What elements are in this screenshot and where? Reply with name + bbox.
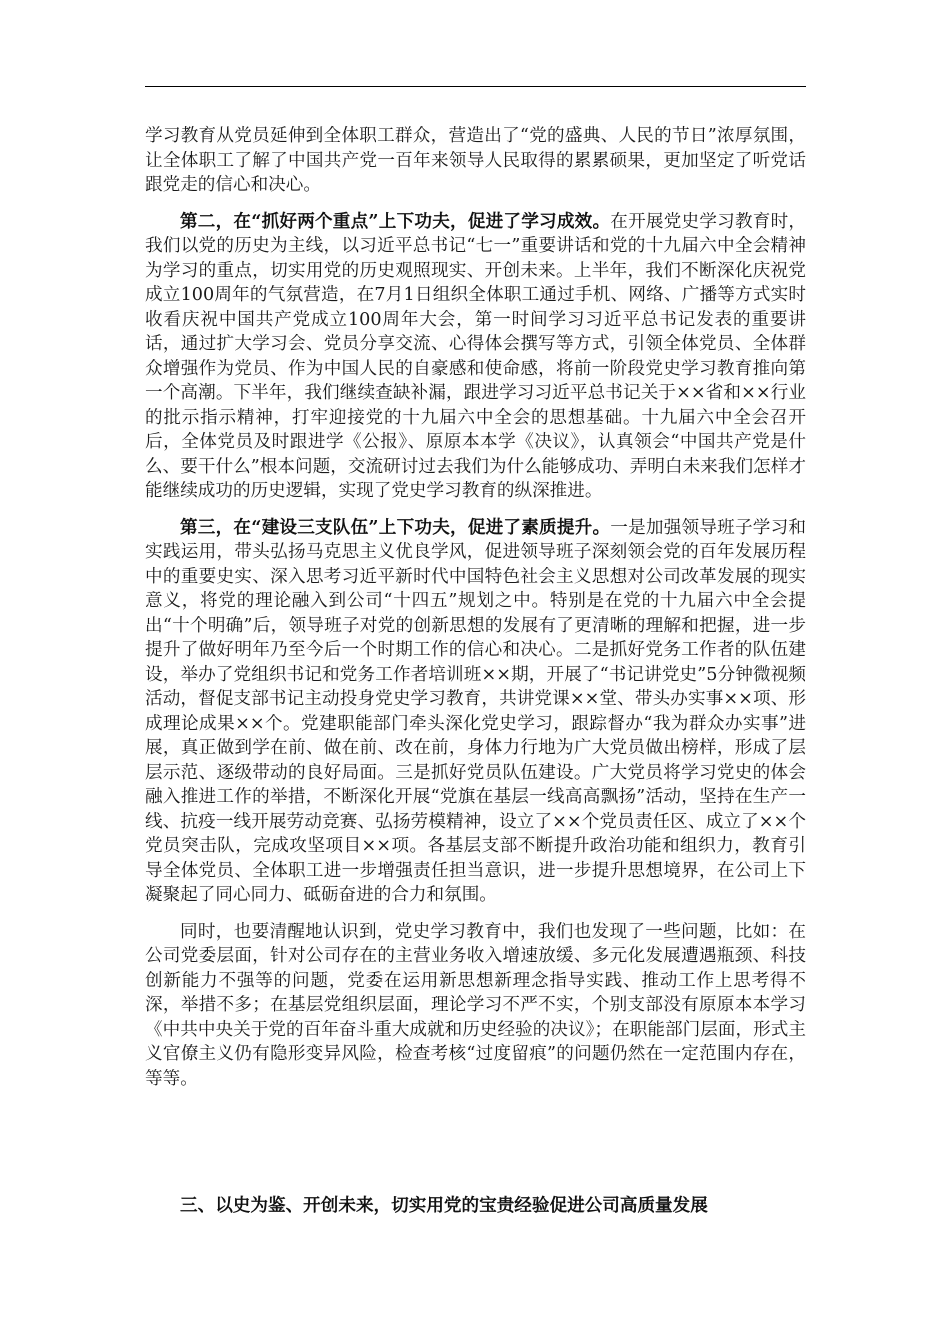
section-heading: 三、以史为鉴、开创未来，切实用党的宝贵经验促进公司高质量发展 bbox=[180, 1196, 708, 1216]
paragraph-third-body: 一是加强领导班子学习和实践运用，带头弘扬马克思主义优良学风，促进领导班子深刻领会党的百年发展历程中的重要史实、深入思考习近平新时代中国特色社会主义思想对公司改革发展的现实意义，将党的理论融入到公司“十四五”规划之中。特别是在党的十九届六中全会提出“十个明确”后，领导班子对党的创新思想的发展有了更清晰的理解和把握，进一步提升了做好明年乃至今后一个时期工作的信心和决心。二是抓好党务工作者的队伍建设，举办了党组织书记和党务工作者培训班××期，开展了“书记讲党史”5分钟微视频活动，督促支部书记主动投身党史学习教育，共讲党课××堂、带头办实事××项、形成理论成果××个。党建职能部门牵头深化党史学习，跟踪督办“我为群众办实事”进展，真正做到学在前、做在前、改在前，身体力行地为广大党员做出榜样，形成了层层示范、逐级带动的良好局面。三是抓好党员队伍建设。广大党员将学习党史的体会融入推进工作的举措，不断深化开展“党旗在基层一线高高飘扬”活动，坚持在生产一线、抗疫一线开展劳动竞赛、弘扬劳模精神，设立了××个党员责任区、成立了××个党员突击队，完成攻坚项目××项。各基层支部不断提升政治功能和组织力，教育引导全体党员、全体职工进一步增强责任担当意识，进一步提升思想境界，在公司上下凝聚起了同心同力、砥砺奋进的合力和氛围。 bbox=[145, 517, 806, 905]
paragraph-second-lead: 第二，在“抓好两个重点”上下功夫，促进了学习成效。 bbox=[180, 210, 611, 232]
paragraph-continuation: 学习教育从党员延伸到全体职工群众，营造出了“党的盛典、人民的节日”浓厚氛围，让全体职工了解了中国共产党一百年来领导人民取得的累累硕果，更加坚定了听党话跟党走的信心和决心。 bbox=[145, 126, 806, 195]
paragraph-third-lead: 第三，在“建设三支队伍”上下功夫，促进了素质提升。 bbox=[180, 516, 611, 538]
document-body bbox=[145, 124, 806, 1091]
paragraph-third bbox=[145, 516, 806, 908]
header-rule bbox=[145, 86, 806, 87]
paragraph-problems: 同时，也要清醒地认识到，党史学习教育中，我们也发现了一些问题，比如：在公司党委层面，针对公司存在的主营业务收入增速放缓、多元化发展遭遇瓶颈、科技创新能力不强等的问题，党委在运用新思想新理念指导实践、推动工作上思考得不深，举措不多；在基层党组织层面，理论学习不严不实，个别支部没有原原本本学习《中共中央关于党的百年奋斗重大成就和历史经验的决议》；在职能部门层面，形式主义官僚主义仍有隐形变异风险，检查考核“过度留痕”的问题仍然在一定范围内存在，等等。 bbox=[145, 921, 806, 1089]
paragraph-second-body: 在开展党史学习教育时，我们以党的历史为主线，以习近平总书记“七一”重要讲话和党的十九届六中全会精神为学习的重点，切实用党的历史观照现实、开创未来。上半年，我们不断深化庆祝党成立100周年的气氛营造，在7月1日组织全体职工通过手机、网络、广播等方式实时收看庆祝中国共产党成立100周年大会，第一时间学习习近平总书记发表的重要讲话，通过扩大学习会、党员分享交流、心得体会撰写等方式，引领全体党员、全体群众增强作为党员、作为中国人民的自豪感和使命感，将前一阶段党史学习教育推向第一个高潮。下半年，我们继续查缺补漏，跟进学习习近平总书记关于××省和××行业的批示指示精神，打牢迎接党的十九届六中全会的思想基础。十九届六中全会召开后，全体党员及时跟进学《公报》、原原本本学《决议》，认真领会“中国共产党是什么、要干什么”根本问题，交流研讨过去我们为什么能够成功、弄明白未来我们怎样才能继续成功的历史逻辑，实现了党史学习教育的纵深推进。 bbox=[145, 211, 806, 501]
paragraph-second bbox=[145, 210, 806, 504]
